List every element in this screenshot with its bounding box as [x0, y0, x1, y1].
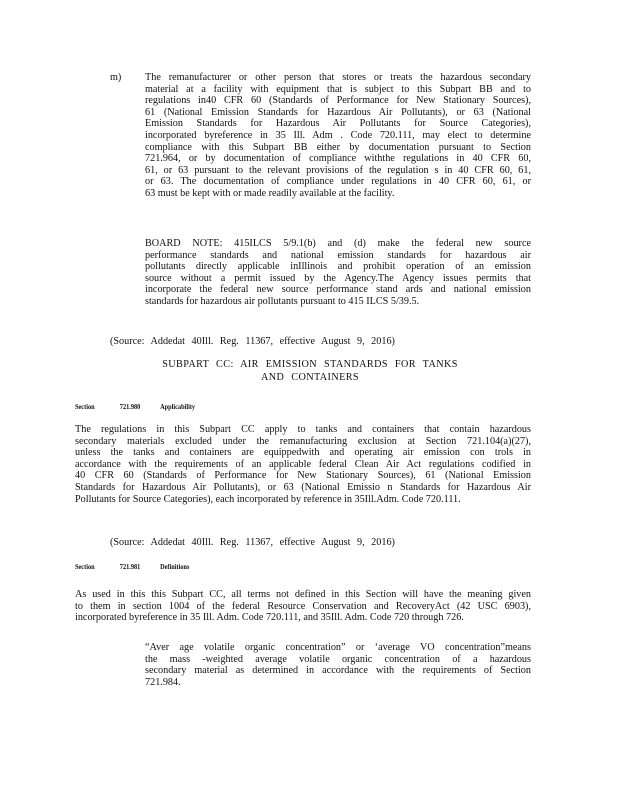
- subpart-heading-line-1: SUBPART CC: AIR EMISSION STANDARDS FOR TANKS: [162, 359, 458, 370]
- text-line: incorporated byreference in 35 Ill. Adm. Code 720.111, and 35Ill. Adm. Code 720 through 726.: [75, 612, 464, 624]
- section-label: Section: [75, 563, 95, 571]
- section-title: Definitions: [160, 563, 190, 571]
- section-heading-applicability: [75, 402, 255, 414]
- text-line: 721.984.: [145, 676, 181, 688]
- board-note: [145, 238, 531, 308]
- definition-average-voc: [145, 642, 531, 688]
- text-line: standards for hazardous air pollutants pursuant to 415 ILCS 5/39.5.: [145, 295, 420, 307]
- source-note-1: (Source: Addedat 40Ill. Reg. 11367, effective August 9, 2016): [110, 336, 395, 347]
- text-line: incorporated byreference in 35 Ill. Adm . Code 720.111, may elect to determine: [145, 129, 531, 141]
- text-line: BOARD NOTE: 415ILCS 5/9.1(b) and (d) make the federal new source: [145, 238, 531, 249]
- text-line: 61, or 63 pursuant to the relevant provisions of the regulation s in 40 CFR 60, 61,: [145, 164, 531, 176]
- text-line: 40 CFR 60 (Standards of Performance for New Stationary Sources), 61 (National Emission: [75, 470, 531, 482]
- text-line: 721.964, or by documentation of compliance withthe regulations in 40 CFR 60,: [145, 153, 531, 165]
- text-line: performance standards and national emission standards for hazardous air: [145, 249, 531, 261]
- text-line: compliance with this Subpart BB either by documentation pursuant to Section: [145, 141, 531, 153]
- section-number: 721.981: [119, 563, 141, 571]
- subpart-heading: [120, 358, 500, 384]
- text-line: 63 must be kept with or made readily available at the facility.: [145, 187, 395, 199]
- source-note-2: (Source: Addedat 40Ill. Reg. 11367, effective August 9, 2016): [110, 537, 395, 548]
- item-marker: m): [110, 72, 122, 83]
- text-line: “Aver age volatile organic concentration” or ‘average VO concentration”means: [145, 642, 531, 653]
- text-line: pollutants directly applicable inIllinois and prohibit operation of an emission: [145, 261, 531, 273]
- text-line: 61 (National Emission Standards for Hazardous Air Pollutants), or 63 (National: [145, 106, 531, 118]
- text-line: secondary material as determined in accordance with the requirements of Section: [145, 665, 531, 677]
- definitions-intro-paragraph: [75, 589, 531, 624]
- item-m-paragraph: [145, 72, 531, 200]
- section-title: Applicability: [160, 403, 196, 411]
- section-label: Section: [75, 403, 95, 411]
- text-line: accordance with the requirements of an applicable federal Clean Air Act regulations codified in: [75, 458, 531, 470]
- text-line: As used in this this Subpart CC, all terms not defined in this Section will have the meaning given: [75, 589, 531, 600]
- text-line: regulations in40 CFR 60 (Standards of Performance for New Stationary Sources),: [145, 95, 531, 107]
- text-line: secondary materials excluded under the remanufacturing exclusion at Section 721.104(a)(27),: [75, 435, 531, 447]
- text-line: material at a facility with equipment that is subject to this Subpart BB and to: [145, 83, 531, 95]
- text-line: Standards for Hazardous Air Pollutants), or 63 (National Emissio n Standards for Hazardous Air: [75, 481, 531, 493]
- text-line: the mass -weighted average volatile organic concentration of a hazardous: [145, 653, 531, 665]
- text-line: Emission Standards for Hazardous Air Pollutants for Source Categories),: [145, 118, 531, 130]
- text-line: Pollutants for Source Categories), each incorporated by reference in 35Ill.Adm. Code 720.111.: [75, 493, 461, 505]
- text-line: source without a permit issued by the Agency.The Agency issues permits that: [145, 272, 531, 284]
- text-line: or 63. The documentation of compliance under regulations in 40 CFR 60, 61, or: [145, 176, 531, 188]
- text-line: to them in section 1004 of the federal Resource Conservation and RecoveryAct (42 USC 6903),: [75, 600, 531, 612]
- applicability-paragraph: [75, 424, 531, 505]
- section-heading-definitions: [75, 562, 255, 574]
- text-line: incorporate the federal new source performance stand ards and national emission: [145, 284, 531, 296]
- text-line: The regulations in this Subpart CC apply to tanks and containers that contain hazardous: [75, 424, 531, 435]
- text-line: The remanufacturer or other person that stores or treats the hazardous secondary: [145, 72, 531, 83]
- subpart-heading-line-2: AND CONTAINERS: [261, 372, 359, 383]
- section-number: 721.980: [119, 403, 141, 411]
- text-line: unless the tanks and containers are equippedwith and operating air emission con trols in: [75, 447, 531, 459]
